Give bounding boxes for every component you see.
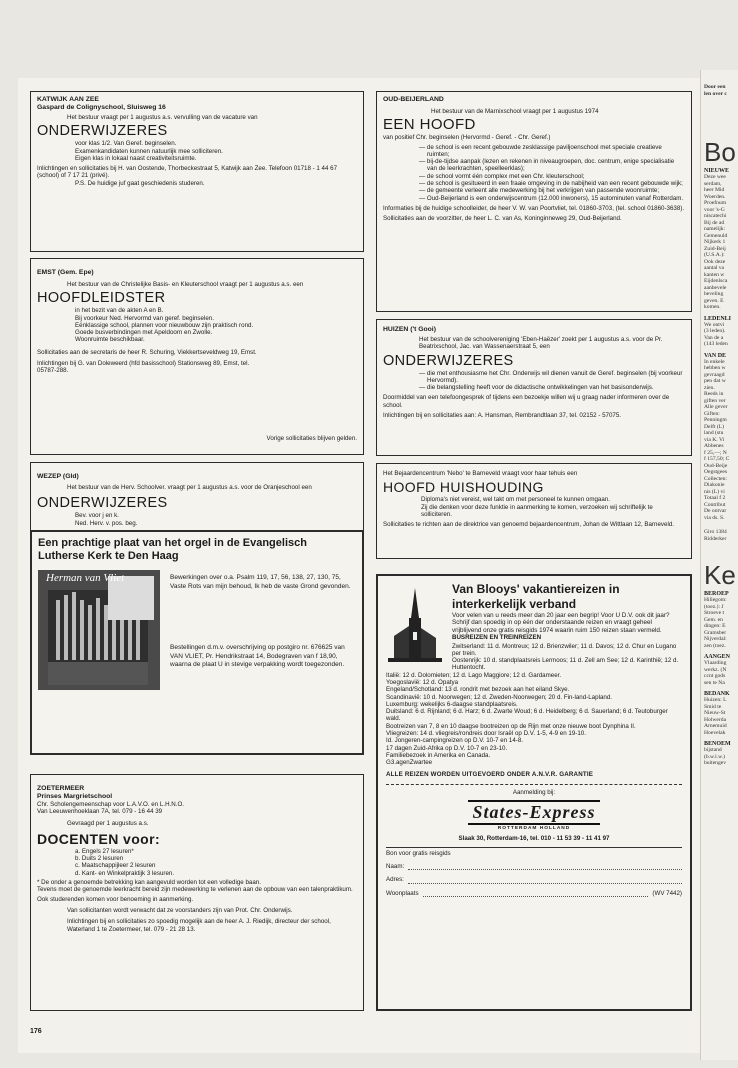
dashed-divider bbox=[386, 784, 682, 785]
ad-note: Tevens moet de genoemde leerkracht bereid zijn medewerking te verlenen aan de opbouw van een talenpraktikum. bbox=[37, 886, 353, 894]
ad-emst bbox=[30, 258, 364, 455]
rp-text: Stroeve t bbox=[704, 610, 725, 616]
ad-item: — die belangstelling heeft voor de didactische ontwikkelingen van het basisonderwijs. bbox=[419, 384, 654, 392]
rp-text: werkz. (N bbox=[704, 666, 727, 673]
blooy-item: Familiebezoek in Amerika en Canada. bbox=[386, 751, 491, 759]
blooy-item: G3.agenZwartee bbox=[386, 759, 433, 767]
ad-line: Zij die denken voor deze funktie in aanmerking te komen, verzoeken wij schriftelijk te solliciteren. bbox=[421, 503, 653, 518]
ad-line: Eigen klas in lokaal naast creativiteitsruimte. bbox=[75, 154, 197, 162]
ad-contact: Inlichtingen bij G. van Doleweerd (hfd basisschool) Stationsweg 89, Emst, tel. 05787-288. bbox=[37, 360, 250, 375]
rp-text: geven. E bbox=[704, 297, 724, 304]
rp-text: f 25,—; N bbox=[704, 449, 727, 456]
coupon-naam-row bbox=[386, 863, 682, 870]
ad-position: ONDERWIJZERES bbox=[37, 495, 168, 512]
rp-text: serdam, bbox=[704, 180, 722, 187]
rp-text: De ontvar bbox=[704, 508, 727, 514]
rp-text: Ridderker bbox=[704, 535, 727, 542]
rp-text: ccnt gods bbox=[704, 673, 726, 679]
blooy-item: Vliegreizen: 14 d. vliegreis/rondreis door Israël op D.V. 1-5, 4-9 en 19-10. bbox=[386, 730, 586, 738]
rp-text: (3 leden). bbox=[704, 328, 726, 334]
rp-text: bijstand bbox=[704, 747, 722, 753]
ad-item: d. Kant- en Winkelpraktijk 3 lesuren. bbox=[75, 869, 175, 877]
ad-item: — Oud-Beijerland is een onderwijscentrum (12.000 inwoners), 15 autominuten vanaf Rotterdam. bbox=[419, 194, 684, 202]
ad-intro: Het bestuur van de Christelijke Basis- en Kleuterschool vraagt per 1 augustus a.s. een bbox=[67, 281, 304, 288]
ad-position: EEN HOOFD bbox=[383, 116, 476, 134]
ad-info: Informaties bij de huidige schoolleider, de heer V. W. van Poortvliet, tel. 01860-3703, (tel. school 01860-3638). bbox=[383, 204, 685, 212]
blooy-item: Bootreizen van 7, 8 en 10 daagse bootreizen op de Rijn met onze nieuwe boot Dynphina II. bbox=[386, 722, 636, 730]
ad-line: Goede busverbindingen met Apeldoorn en Zwolle. bbox=[75, 329, 213, 337]
album-cover-image bbox=[38, 570, 160, 690]
rp-text: namelijk: bbox=[704, 226, 726, 232]
ad-position: ONDERWIJZERES bbox=[37, 123, 168, 140]
ad-position: HOOFDLEIDSTER bbox=[37, 290, 166, 307]
rp-heading: BEDANK bbox=[704, 691, 730, 697]
rp-text: Arnemuid bbox=[704, 723, 727, 729]
blooy-title-line: interkerkelijk verband bbox=[452, 597, 577, 611]
ad-huizen bbox=[376, 319, 692, 456]
rp-text: nis (L) vi bbox=[704, 488, 725, 495]
ad-intro: Het bestuur van de Herv. Schoolver. vraagt per 1 augustus a.s. voor de Oranjeschool een bbox=[67, 484, 312, 491]
ad-line: Woonruimte beschikbaar. bbox=[75, 336, 145, 344]
rp-text: f 157,50; C bbox=[704, 456, 730, 462]
blooy-sub: BUSREIZEN EN TREINREIZEN bbox=[452, 634, 542, 642]
coupon-adres-field[interactable] bbox=[408, 876, 682, 883]
rp-text: (toez.): J bbox=[704, 603, 724, 610]
blooy-item: Id. Jongeren-campingreizen op D.V. 10-7 en 14-8. bbox=[386, 737, 524, 745]
rp-text: Proefnum bbox=[704, 200, 727, 206]
ad-intro: Gevraagd per 1 augustus a.s. bbox=[67, 819, 149, 827]
ad-place: EMST (Gem. Epe) bbox=[37, 269, 94, 276]
ad-item: — de school is gesitueerd in een fraaie omgeving in de nabijheid van een recent gebouwde wijk; bbox=[419, 180, 683, 188]
rp-text: Oud-Beije bbox=[704, 462, 728, 469]
rp-text: Gemenuld bbox=[704, 232, 728, 239]
coupon-woonplaats-row bbox=[386, 890, 682, 897]
ad-school: Gaspard de Colignyschool, Sluisweg 16 bbox=[37, 104, 166, 111]
rp-heading: BENOEM bbox=[704, 741, 731, 747]
rp-heading: VAN DE bbox=[704, 352, 727, 359]
ad-item: b. Duits 2 lesuren bbox=[75, 855, 124, 863]
ad-note: Ook studerenden komen voor benoeming in aanmerking. bbox=[37, 895, 194, 903]
ad-sollicitaties: Sollicitaties aan de secretaris de heer R. Schuring, Viekkertseveldweg 19, Emst. bbox=[37, 348, 257, 356]
ad-place: ZOETERMEER bbox=[37, 785, 85, 792]
ad-line: voor klas 1/2. Van Geref. beginselen. bbox=[75, 140, 177, 148]
rp-text: zen (toez. bbox=[704, 642, 726, 649]
ad-sub: van positief Chr. beginselen (Hervormd - Geref. - Chr. Geref.) bbox=[383, 134, 551, 142]
ad-line: Van Leeuwenhoeklaan 7A, tel. 079 - 16 44 39 bbox=[37, 808, 163, 816]
rp-text: via K. Vi bbox=[704, 436, 725, 443]
states-express-logo bbox=[386, 800, 682, 832]
rp-text: giften ver bbox=[704, 397, 726, 404]
blooy-item: Scandinavië: 10 d. Noorwegen; 12 d. Zweden-Noorwegen; 20 d. Fin-land-Lapland. bbox=[386, 693, 612, 701]
ad-van-blooys bbox=[376, 574, 692, 1011]
ad-organ-para2: Bestellingen d.m.v. overschrijving op postgiro nr. 676625 van VAN VLIET, Pr. Hendrikstraat 14, Bodegraven van f 18,90, waarna de plaat U in stevige verpakking wordt toegezonden. bbox=[170, 644, 345, 669]
rp-text: Contribut bbox=[704, 501, 726, 508]
rp-heading: LEDENLI bbox=[704, 315, 732, 322]
logo-text: States-Express bbox=[468, 800, 599, 825]
rp-text: Collecten: bbox=[704, 475, 727, 482]
ad-place: KATWIJK AAN ZEE bbox=[37, 96, 99, 103]
coupon-woonplaats-label: Woonplaats bbox=[386, 889, 419, 897]
rp-text: beveling bbox=[704, 291, 724, 297]
ad-position: ONDERWIJZERES bbox=[383, 352, 514, 369]
rp-heading: AANGEN bbox=[704, 654, 731, 660]
rp-text: zien. bbox=[704, 384, 715, 391]
ad-organ-title: Een prachtige plaat van het orgel in de Evangelisch Lutherse Kerk te Den Haag bbox=[38, 537, 307, 562]
rp-text: Van de a bbox=[704, 334, 724, 341]
ad-item: — de school is een recent gebouwde zesklassige paviljoenschool met speciale creatieve ruimten; bbox=[419, 143, 662, 158]
ad-line: Diploma's niet vereist, wel takt om met personeel te kunnen omgaan. bbox=[421, 496, 610, 504]
rp-text: Delft (L) bbox=[704, 423, 725, 430]
rp-text: kanten w bbox=[704, 271, 725, 278]
rp-headline: Ke bbox=[704, 560, 736, 590]
rp-text: Gem. en bbox=[704, 616, 723, 623]
ad-contact: Inlichtingen en sollicitaties bij H. van Oostende, Thorbeckestraat 5, Katwijk aan Zee. Telefoon 01718 - 1 44 67 (school) of 7 17 21 (privé). bbox=[37, 165, 338, 180]
ad-contact: Inlichtingen bij en sollicitaties aan: A. Hansman, Rembrandtlaan 37, tel. 02152 - 57075. bbox=[383, 412, 622, 420]
blooy-guarantee: ALLE REIZEN WORDEN UITGEVOERD ONDER A.N.V.R. GARANTIE bbox=[386, 770, 594, 778]
rp-text: Giften: bbox=[704, 410, 720, 417]
blooy-address: Slaak 30, Rotterdam-16, tel. 010 - 11 53 39 - 11 41 97 bbox=[458, 835, 610, 843]
coupon-divider bbox=[386, 847, 682, 848]
rp-block bbox=[704, 174, 738, 311]
ad-note: Doormiddel van een telefoongesprek of tijdens een bezoekje willen wij u graag nader informeren over de school. bbox=[383, 394, 670, 409]
rp-text: Diakonie bbox=[704, 482, 725, 488]
album-artist: Herman van Vliet bbox=[46, 572, 125, 584]
blooy-item: Yoegoslavië: 12 d. Opatya bbox=[386, 679, 459, 686]
rp-text: Giro 1384 bbox=[704, 529, 727, 535]
ad-zoetermeer bbox=[30, 774, 364, 1011]
ad-line: Chr. Scholengemeenschap voor L.A.V.O. en L.H.N.O. bbox=[37, 801, 184, 808]
rp-text: (b.w.l.w.) bbox=[704, 753, 726, 760]
coupon-adres-label: Adres: bbox=[386, 876, 404, 884]
blooy-title-line: Van Blooys' vakantiereizen in bbox=[452, 582, 620, 596]
blooy-item: Zwitserland: 11 d. Montreux; 12 d. Brienzwiler; 11 d. Davos; 12 d. Chur en Lugano per trein. bbox=[452, 642, 677, 657]
ad-intro: Het bestuur van de Marnixschool vraagt per 1 augustus 1974 bbox=[431, 108, 599, 115]
rp-text: dingen: E bbox=[704, 623, 726, 629]
rp-text: Hillegom: bbox=[704, 597, 727, 603]
rp-text: Penningm bbox=[704, 417, 727, 423]
rp-block bbox=[704, 697, 738, 736]
ad-intro: Het bestuur vraagt per 1 augustus a.s. vervulling van de vacature van bbox=[67, 114, 258, 121]
ad-line: Bij voorkeur Ned. Hervormd van geref. beginselen. bbox=[75, 314, 214, 322]
ad-place: HUIZEN ('t Gooi) bbox=[383, 326, 436, 333]
ad-intro: Het bestuur van de schoolvereniging 'Eben-Haëzer' zoekt per 1 augustus a.s. voor de Pr. Beatrixschool, Jac. van Wassenaerstraat 5, een bbox=[419, 336, 663, 351]
rp-text: pen dat w bbox=[704, 378, 726, 384]
ad-place: OUD-BEIJERLAND bbox=[383, 96, 444, 103]
rp-text: Abbenes bbox=[704, 443, 724, 449]
rp-text: hebben w bbox=[704, 365, 726, 371]
rp-text: heer Mid bbox=[704, 187, 725, 193]
coupon-woonplaats-field[interactable] bbox=[423, 890, 649, 897]
ad-contact: Inlichtingen bij en sollicitaties zo spoedig mogelijk aan de heer A. J. Riedijk, directeur der school, Waterland 1 te Zoetermeer, tel. 079 - 21 28 13. bbox=[67, 918, 331, 933]
rp-text: Alle gever bbox=[704, 404, 728, 410]
rp-block bbox=[704, 747, 738, 767]
blooy-item: Duitsland: 6 d. Rijnland; 6 d. Harz; 6 d. Zwarte Woud; 6 d. Heidelberg; 6 d. Sauerland; 6 d. Teutoburger wald. bbox=[386, 708, 668, 723]
rp-text: niscatechi bbox=[704, 213, 727, 219]
ad-katwijk bbox=[30, 91, 364, 252]
rp-text: sen te Na bbox=[704, 679, 725, 686]
blooy-item: Engeland/Schotland: 13 d. rondrit met bezoek aan het eiland Skye. bbox=[386, 686, 570, 694]
logo-subtitle: ROTTERDAM HOLLAND bbox=[497, 826, 571, 832]
blooy-aanmelding: Aanmelding bij: bbox=[512, 788, 556, 796]
ad-school: Prinses Margrietschool bbox=[37, 793, 113, 800]
rp-text: voor 's-G bbox=[704, 206, 725, 213]
rp-text: land (stu bbox=[704, 430, 724, 436]
rp-text: (U.S.A.): bbox=[704, 252, 725, 258]
rp-block bbox=[704, 597, 738, 649]
rp-text: Oegstgees bbox=[704, 469, 727, 475]
rp-text: Hoevelak bbox=[704, 729, 726, 736]
rp-text: Nijverdal: bbox=[704, 636, 727, 642]
blooy-item: Luxemburg: wekelijks 6-daagse standplaatsreis. bbox=[386, 700, 518, 708]
rp-text: Gramsber bbox=[704, 629, 727, 636]
rp-text: (143 leden bbox=[704, 341, 728, 347]
ad-intro: Het Bejaardencentrum 'Nebo' te Barneveld vraagt voor haar tehuis een bbox=[383, 470, 578, 477]
ad-contact: Sollicitaties te richten aan de direktrice van genoemd bejaardencentrum, Johan de Wittlaan 12, Barneveld. bbox=[383, 521, 674, 529]
blooy-item: 17 dagen Zuid-Afrika op D.V. 10-7 en 23-10. bbox=[386, 744, 508, 752]
ad-item: — bij-de-tijdse aanpak (lezen en rekenen in niveaugroepen, doc. centrum, enige specialisatie van de leerkrachten, speelleerklas); bbox=[419, 158, 675, 173]
ad-line: Bev. voor j en k. bbox=[75, 512, 119, 520]
coupon-title: Bon voor gratis reisgids bbox=[386, 849, 451, 857]
ad-contact-right: Vorige sollicitaties blijven gelden. bbox=[266, 434, 357, 442]
coupon-adres-row bbox=[386, 876, 682, 883]
rp-text: Huizen: L bbox=[704, 697, 727, 703]
blooy-item: Oostenrijk: 10 d. standplaatsreis Lermoos; 11 d. Zell am See; 12 d. Karinthië; 12 d. Huttentocht. bbox=[452, 657, 679, 672]
ad-line: Examenkandidaten kunnen natuurlijk mee solliciteren. bbox=[75, 147, 223, 155]
rp-text: komen. bbox=[704, 304, 721, 310]
blooy-intro: Voor velen van u reeds meer dan 20 jaar een begrip! Voor U D.V. ook dit jaar? Schrijf dan spoedig in op één der onderstaande reizen en vraagt geheel vrijblijvend onze gratis reisgids 1974 waarin ruim 150 reizen staan vermeld. bbox=[452, 612, 670, 634]
rp-block bbox=[704, 322, 738, 348]
ad-item: — die met enthousiasme het Chr. Onderwijs wil dienen vanuit de Geref. beginselen (bij voorkeur Hervormd). bbox=[419, 369, 683, 384]
rp-text: Woerden. bbox=[704, 193, 726, 200]
ad-item: — de gemeente verleent alle medewerking bij het verkrijgen van passende woonruimte; bbox=[419, 187, 660, 195]
ad-line: in het bezit van de akten A en B. bbox=[75, 307, 164, 315]
ad-position: HOOFD HUISHOUDING bbox=[383, 479, 544, 496]
rp-text: Door een bbox=[704, 84, 726, 90]
rp-text: Deze wee bbox=[704, 174, 726, 180]
rp-text: buitengev bbox=[704, 760, 727, 766]
rp-text: Bij de ad bbox=[704, 219, 725, 226]
organ-photo bbox=[38, 570, 160, 690]
rp-text: Eijdenlsca bbox=[704, 278, 728, 284]
rp-text: Vlaarding bbox=[704, 660, 727, 666]
rp-text: via ds. S. bbox=[704, 514, 725, 521]
rp-text: Zuid-Beij bbox=[704, 245, 726, 252]
coupon-naam-field[interactable] bbox=[408, 863, 682, 870]
rp-text: len over c bbox=[704, 90, 727, 97]
ad-note: * De onder a genoemde betrekking kan aangevuld worden tot een volledige baan. bbox=[37, 879, 261, 887]
ad-ps: P.S. De huidige juf gaat geschiedenis studeren. bbox=[75, 179, 205, 187]
rp-text: aantal va bbox=[704, 265, 725, 271]
ad-item: a. Engels 27 lesuren* bbox=[75, 847, 134, 855]
ad-line: Ned. Herv. v. pos. beg. bbox=[75, 519, 138, 527]
ad-line: Van sollicitanten wordt verwacht dat ze voorstanders zijn van Prot. Chr. Onderwijs. bbox=[67, 906, 293, 914]
rp-heading: BEROEP bbox=[704, 591, 729, 597]
ad-item: — de school vormt één complex met een Chr. kleuterschool; bbox=[419, 172, 585, 180]
ad-place: WEZEP (Gld) bbox=[37, 473, 79, 480]
rp-text: In enkele bbox=[704, 358, 725, 365]
rp-text: We ontvi bbox=[704, 321, 725, 328]
rp-text: Totaal f 2 bbox=[704, 495, 726, 501]
ad-oud-beijerland bbox=[376, 91, 692, 312]
coupon-naam-label: Naam: bbox=[386, 863, 405, 871]
rp-block bbox=[704, 359, 738, 522]
ad-item: c. Maatschappijleer 2 lesuren bbox=[75, 862, 156, 870]
ad-position: DOCENTEN voor: bbox=[37, 830, 161, 847]
rp-headline: Bo bbox=[704, 137, 736, 167]
next-page-edge bbox=[700, 70, 738, 1060]
rp-text: aanbevele bbox=[704, 284, 727, 291]
rp-text: gevraagd bbox=[704, 371, 725, 378]
rp-text: Smid te bbox=[704, 703, 722, 710]
rp-text: Nijkerk 1 bbox=[704, 239, 726, 245]
rp-heading: NIEUWE bbox=[704, 168, 730, 174]
page-number: 176 bbox=[30, 1028, 42, 1035]
coupon-code: (WV 7442) bbox=[652, 889, 682, 897]
rp-block bbox=[704, 660, 738, 686]
ad-organ-para1: Bewerkingen over o.a. Psalm 119, 17, 56, 138, 27, 130, 75, Vaste Rots van mijn behoud, Ik heb de vaste Grond gevonden. bbox=[170, 574, 351, 590]
rp-text: Reeds in bbox=[704, 391, 724, 397]
blooy-title bbox=[452, 582, 682, 612]
rp-text: Ook deze bbox=[704, 258, 726, 265]
ad-contact: Sollicitaties aan de voorzitter, de heer L. C. van As, Koninginneweg 29, Oud-Beijerland. bbox=[383, 215, 622, 223]
rp-text: Nieuw-St bbox=[704, 710, 726, 716]
ad-nebo bbox=[376, 463, 692, 559]
ad-line: Eénklassige school, plannen voor nieuwbouw zijn praktisch rond. bbox=[75, 321, 254, 329]
church-illustration bbox=[388, 588, 442, 676]
rp-text: Holwerda bbox=[704, 716, 727, 723]
blooy-item: Italië: 12 d. Dolomieten; 12 d. Lago Maggiore; 12 d. Gardameer. bbox=[386, 671, 562, 679]
ad-organ bbox=[30, 530, 364, 755]
